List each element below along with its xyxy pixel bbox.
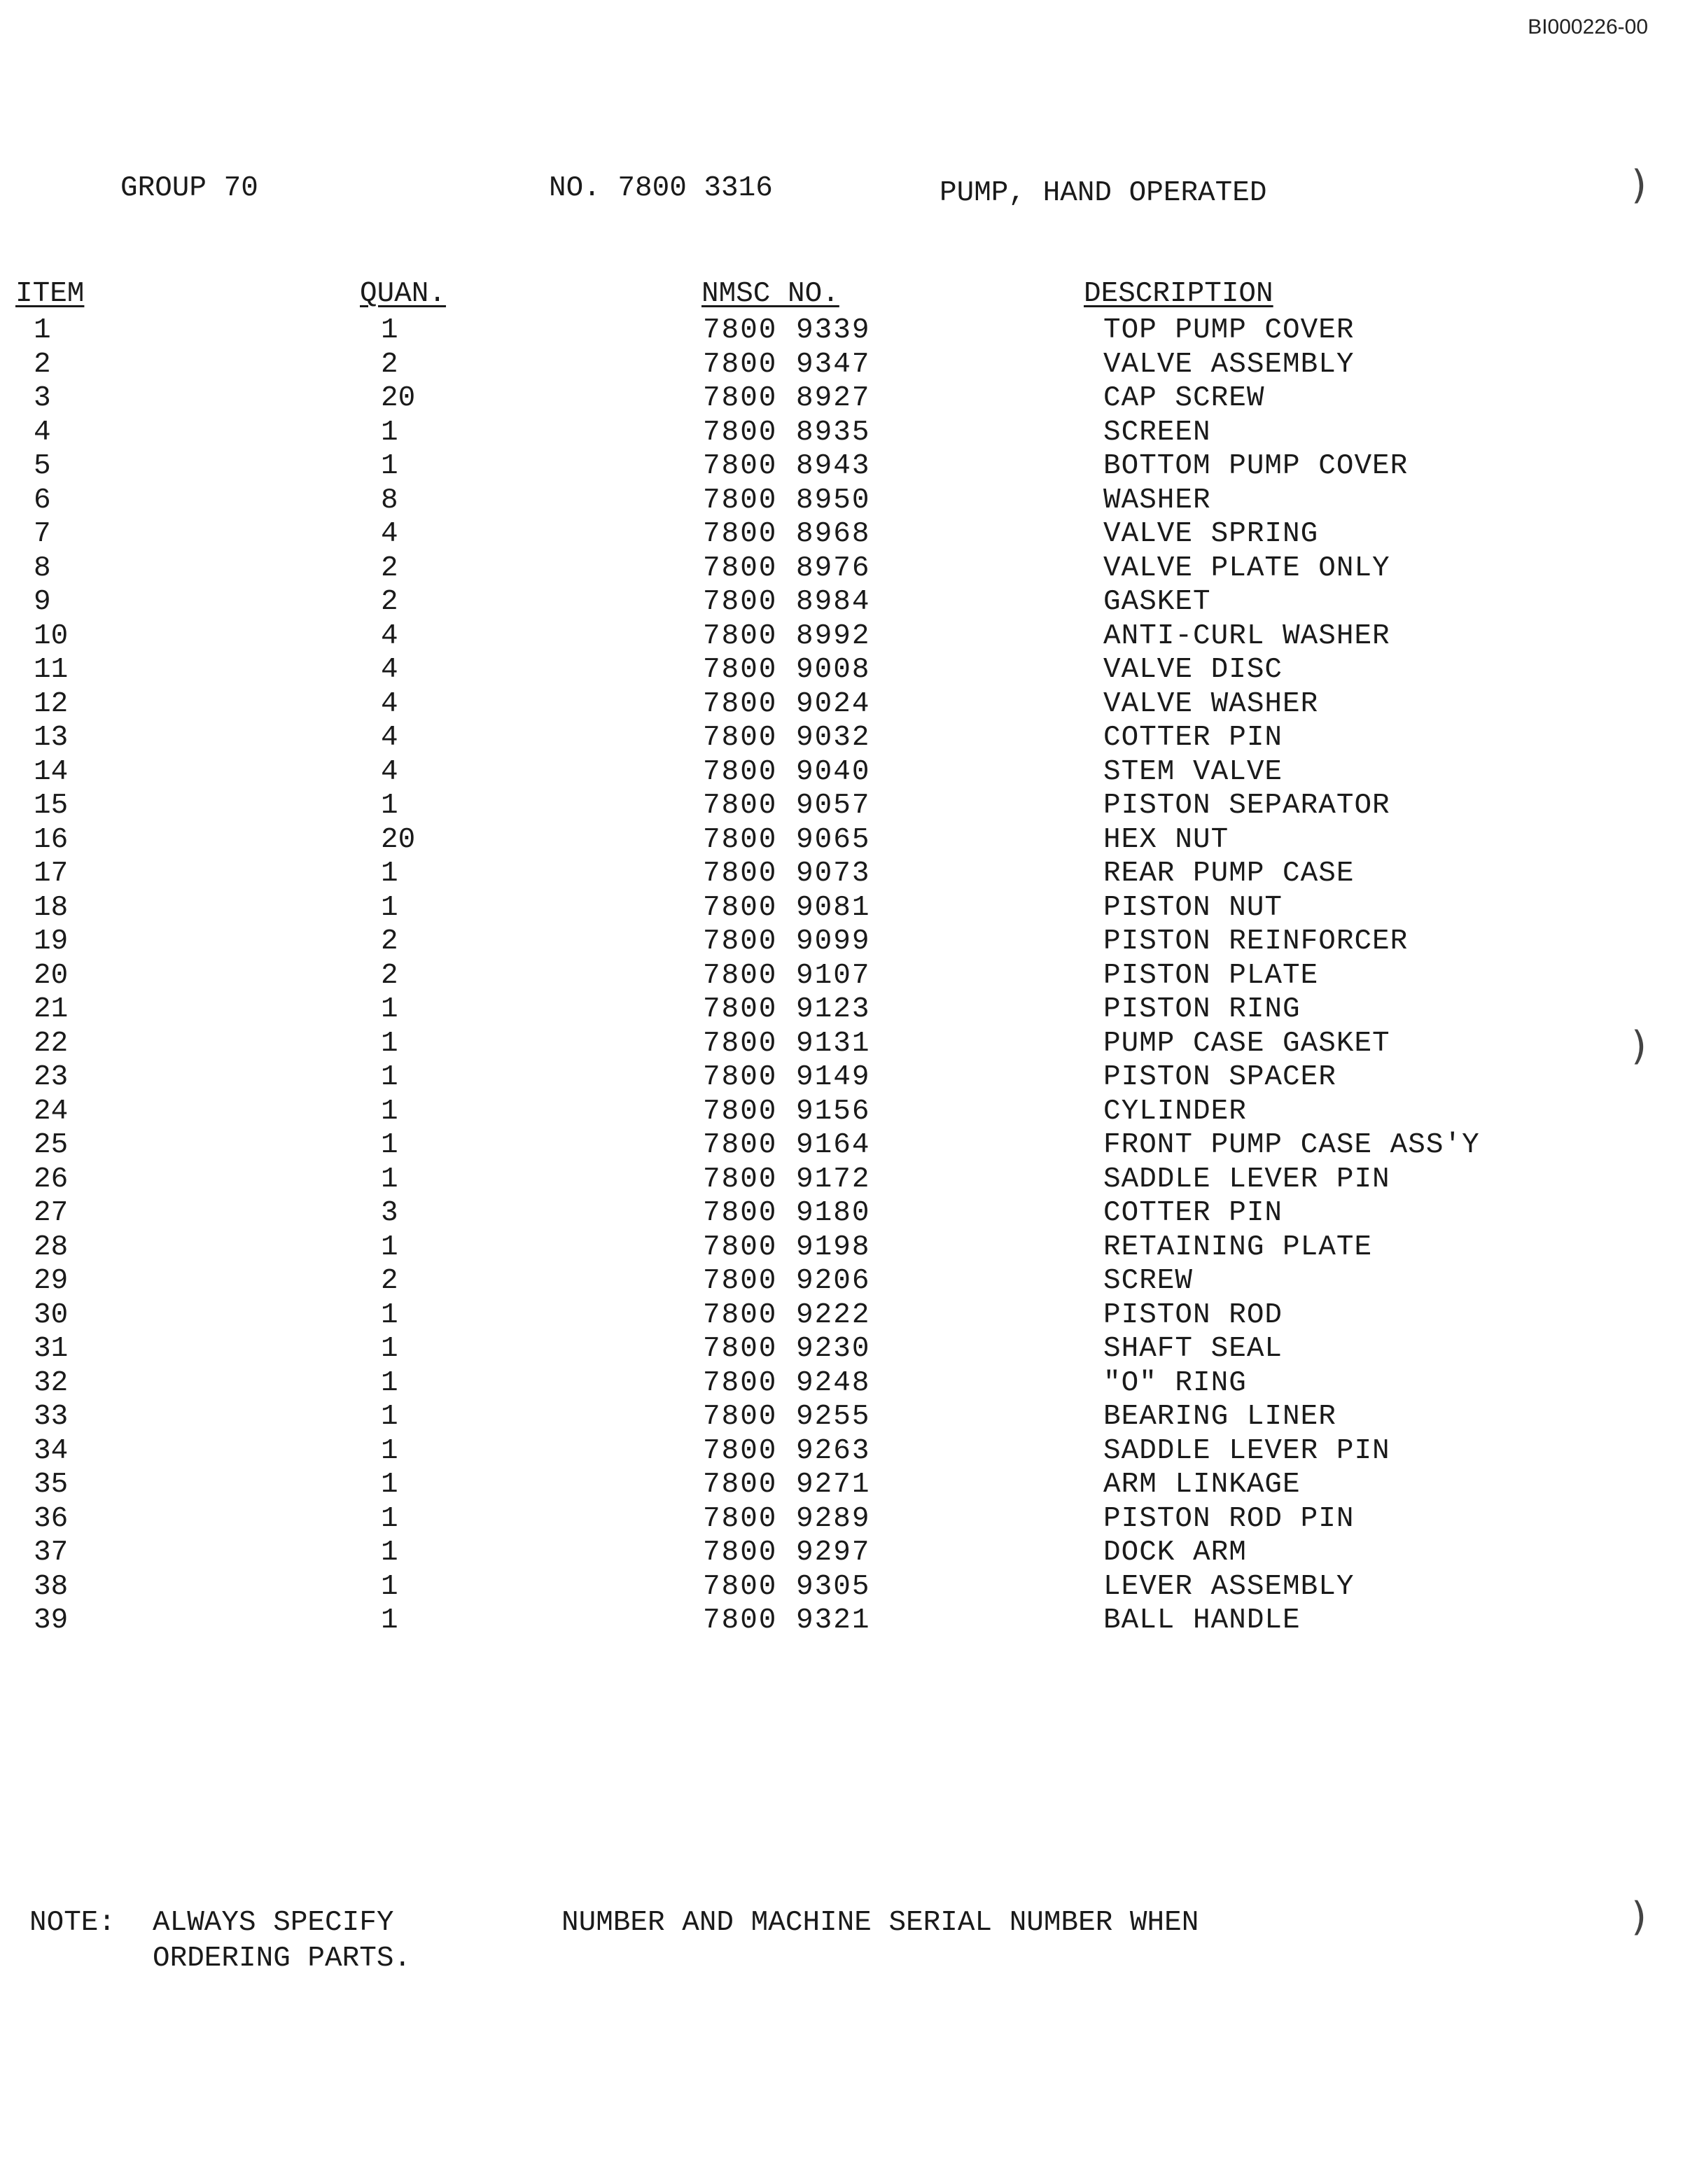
quantity: 1 [381,1570,398,1603]
table-row [0,892,1683,926]
ordering-note [29,1905,1199,2084]
description: VALVE DISC [1103,654,1283,686]
nmsc-number: 7800 8968 [703,518,871,550]
description: COTTER PIN [1103,722,1283,754]
description: LEVER ASSEMBLY [1103,1570,1355,1603]
nmsc-number: 7800 9271 [703,1469,871,1501]
nmsc-number: 7800 9339 [703,314,871,346]
nmsc-number: 7800 9008 [703,654,871,686]
quantity: 20 [381,382,416,414]
binder-hole-mark-middle: ) [1631,1023,1647,1069]
description: REAR PUMP CASE [1103,858,1355,890]
nmsc-number: 7800 9289 [703,1502,871,1535]
item-number: 17 [34,858,69,890]
description: BALL HANDLE [1103,1604,1301,1637]
quantity: 1 [381,891,398,924]
table-row [0,620,1683,654]
description: PISTON REINFORCER [1103,925,1409,958]
table-row [0,382,1683,416]
table-row [0,450,1683,484]
quantity: 2 [381,959,398,992]
item-number: 14 [34,755,69,788]
item-number: 3 [34,382,51,414]
table-row [0,484,1683,519]
description: PISTON SEPARATOR [1103,790,1390,822]
nmsc-number: 7800 8976 [703,552,871,584]
description: DOCK ARM [1103,1536,1247,1569]
quantity: 1 [381,1502,398,1535]
item-number: 7 [34,518,51,550]
description: PISTON SPACER [1103,1061,1336,1093]
quantity: 4 [381,687,398,720]
nmsc-number: 7800 9024 [703,687,871,720]
item-number: 19 [34,925,69,958]
nmsc-number: 7800 9073 [703,858,871,890]
item-number: 15 [34,790,69,822]
item-number: 32 [34,1366,69,1399]
description: SADDLE LEVER PIN [1103,1434,1390,1467]
nmsc-number: 7800 9040 [703,755,871,788]
table-row [0,1028,1683,1062]
nmsc-number: 7800 9347 [703,348,871,381]
note-text-line2: ORDERING PARTS. [153,1942,412,1975]
description: GASKET [1103,586,1211,618]
nmsc-number: 7800 9305 [703,1570,871,1603]
table-row [0,1503,1683,1537]
parts-list [0,314,1683,1639]
item-number: 4 [34,416,51,449]
nmsc-number: 7800 9065 [703,823,871,856]
table-row [0,1061,1683,1096]
note-label: NOTE: [29,1907,116,1939]
item-number: 36 [34,1502,69,1535]
item-number: 1 [34,314,51,346]
item-number: 29 [34,1265,69,1297]
description: PISTON RING [1103,993,1301,1026]
table-row [0,349,1683,383]
description: SADDLE LEVER PIN [1103,1163,1390,1196]
table-row [0,1367,1683,1401]
description: BEARING LINER [1103,1401,1336,1433]
nmsc-number: 7800 9206 [703,1265,871,1297]
quantity: 3 [381,1197,398,1229]
nmsc-number: 7800 8943 [703,450,871,482]
table-row [0,586,1683,620]
item-number: 8 [34,552,51,584]
item-number: 24 [34,1095,69,1128]
nmsc-number: 7800 8927 [703,382,871,414]
table-row [0,1604,1683,1639]
description: PISTON PLATE [1103,959,1319,992]
table-row [0,858,1683,892]
item-number: 2 [34,348,51,381]
quantity: 2 [381,348,398,381]
group-label: GROUP 70 [120,172,258,204]
table-row [0,1129,1683,1163]
item-number: 37 [34,1536,69,1569]
description: "O" RING [1103,1366,1247,1399]
item-number: 13 [34,722,69,754]
quantity: 1 [381,416,398,449]
document-id: BI000226-00 [1528,15,1648,38]
description: SHAFT SEAL [1103,1333,1283,1365]
quantity: 20 [381,823,416,856]
nmsc-number: 7800 9131 [703,1027,871,1060]
table-row [0,1435,1683,1469]
item-number: 11 [34,654,69,686]
description: CAP SCREW [1103,382,1265,414]
table-row [0,314,1683,349]
nmsc-number: 7800 9180 [703,1197,871,1229]
quantity: 4 [381,722,398,754]
item-number: 33 [34,1401,69,1433]
table-row [0,993,1683,1028]
quantity: 1 [381,993,398,1026]
item-number: 16 [34,823,69,856]
table-row [0,518,1683,552]
description: VALVE WASHER [1103,687,1319,720]
quantity: 1 [381,1231,398,1264]
description: PUMP CASE GASKET [1103,1027,1390,1060]
table-row [0,1571,1683,1605]
quantity: 4 [381,755,398,788]
item-number: 25 [34,1129,69,1161]
description: PISTON NUT [1103,891,1283,924]
item-number: 5 [34,450,51,482]
description: RETAINING PLATE [1103,1231,1373,1264]
table-row [0,722,1683,756]
table-row [0,1469,1683,1503]
table-row [0,960,1683,994]
page-title: PUMP, HAND OPERATED [940,177,1267,209]
nmsc-number: 7800 9263 [703,1434,871,1467]
quantity: 1 [381,858,398,890]
table-row [0,688,1683,722]
quantity: 1 [381,1469,398,1501]
quantity: 1 [381,1434,398,1467]
quantity: 4 [381,518,398,550]
nmsc-number: 7800 9297 [703,1536,871,1569]
description: STEM VALVE [1103,755,1283,788]
nmsc-number: 7800 9222 [703,1298,871,1331]
item-number: 23 [34,1061,69,1093]
nmsc-number: 7800 9172 [703,1163,871,1196]
item-number: 12 [34,687,69,720]
item-number: 31 [34,1333,69,1365]
quantity: 1 [381,314,398,346]
quantity: 1 [381,1604,398,1637]
quantity: 1 [381,1366,398,1399]
table-row [0,654,1683,688]
nmsc-number: 7800 9321 [703,1604,871,1637]
item-number: 38 [34,1570,69,1603]
quantity: 2 [381,586,398,618]
table-row [0,552,1683,587]
table-row [0,1401,1683,1435]
quantity: 1 [381,1061,398,1093]
nmsc-number: 7800 9057 [703,790,871,822]
item-number: 10 [34,620,69,652]
table-row [0,1197,1683,1231]
description: VALVE PLATE ONLY [1103,552,1390,584]
quantity: 1 [381,790,398,822]
binder-hole-mark-top: ) [1631,162,1647,208]
note-text-line1b: NUMBER AND MACHINE SERIAL NUMBER WHEN [561,1907,1199,1939]
item-number: 30 [34,1298,69,1331]
table-row [0,1299,1683,1334]
description: PISTON ROD PIN [1103,1502,1355,1535]
nmsc-number: 7800 9230 [703,1333,871,1365]
nmsc-number: 7800 9164 [703,1129,871,1161]
column-header-item: ITEM [15,278,85,310]
description: WASHER [1103,484,1211,517]
table-row [0,925,1683,960]
item-number: 20 [34,959,69,992]
nmsc-number: 7800 9248 [703,1366,871,1399]
table-row [0,1333,1683,1367]
nmsc-number: 7800 8984 [703,586,871,618]
table-row [0,1231,1683,1266]
quantity: 1 [381,1536,398,1569]
description: HEX NUT [1103,823,1229,856]
table-row [0,1163,1683,1198]
description: TOP PUMP COVER [1103,314,1355,346]
quantity: 1 [381,1027,398,1060]
nmsc-number: 7800 9107 [703,959,871,992]
description: FRONT PUMP CASE ASS'Y [1103,1129,1480,1161]
item-number: 28 [34,1231,69,1264]
quantity: 1 [381,1129,398,1161]
description: ARM LINKAGE [1103,1469,1301,1501]
description: VALVE ASSEMBLY [1103,348,1355,381]
quantity: 2 [381,1265,398,1297]
item-number: 22 [34,1027,69,1060]
item-number: 6 [34,484,51,517]
quantity: 1 [381,1333,398,1365]
column-header-quantity: QUAN. [360,278,447,310]
description: ANTI-CURL WASHER [1103,620,1390,652]
quantity: 1 [381,1401,398,1433]
table-row [0,790,1683,824]
description: PISTON ROD [1103,1298,1283,1331]
table-row [0,824,1683,858]
description: COTTER PIN [1103,1197,1283,1229]
item-number: 18 [34,891,69,924]
quantity: 4 [381,620,398,652]
nmsc-number: 7800 8950 [703,484,871,517]
item-number: 27 [34,1197,69,1229]
nmsc-number: 7800 9156 [703,1095,871,1128]
quantity: 2 [381,925,398,958]
nmsc-number: 7800 9149 [703,1061,871,1093]
quantity: 4 [381,654,398,686]
description: CYLINDER [1103,1095,1247,1128]
nmsc-number: 7800 9099 [703,925,871,958]
part-number: NO. 7800 3316 [549,172,773,204]
item-number: 26 [34,1163,69,1196]
table-row [0,1265,1683,1299]
table-row [0,1536,1683,1571]
description: SCREW [1103,1265,1194,1297]
nmsc-number: 7800 9081 [703,891,871,924]
nmsc-number: 7800 9123 [703,993,871,1026]
nmsc-number: 7800 9255 [703,1401,871,1433]
binder-hole-mark-bottom: ) [1631,1894,1647,1940]
table-row [0,756,1683,790]
column-header-description: DESCRIPTION [1084,278,1273,310]
item-number: 9 [34,586,51,618]
description: BOTTOM PUMP COVER [1103,450,1409,482]
quantity: 1 [381,1095,398,1128]
quantity: 1 [381,450,398,482]
nmsc-number: 7800 8935 [703,416,871,449]
quantity: 1 [381,1298,398,1331]
quantity: 2 [381,552,398,584]
note-text-line1a: ALWAYS SPECIFY [153,1907,394,1939]
description: VALVE SPRING [1103,518,1319,550]
column-header-nmsc-number: NMSC NO. [701,278,839,310]
nmsc-number: 7800 8992 [703,620,871,652]
table-row [0,1096,1683,1130]
item-number: 34 [34,1434,69,1467]
table-row [0,416,1683,451]
quantity: 1 [381,1163,398,1196]
quantity: 8 [381,484,398,517]
item-number: 35 [34,1469,69,1501]
item-number: 39 [34,1604,69,1637]
nmsc-number: 7800 9198 [703,1231,871,1264]
item-number: 21 [34,993,69,1026]
nmsc-number: 7800 9032 [703,722,871,754]
description: SCREEN [1103,416,1211,449]
